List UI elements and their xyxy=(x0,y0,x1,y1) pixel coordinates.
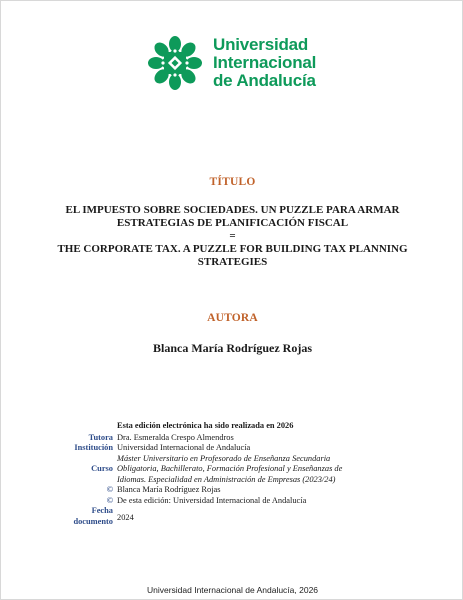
title-line: = xyxy=(229,230,236,242)
author-name: Blanca María Rodríguez Rojas xyxy=(153,341,312,355)
curso-line: Idiomas. Especialidad en Administración de Empresas (2023/24) xyxy=(117,474,336,484)
title-line: STRATEGIES xyxy=(197,256,268,268)
meta-value: Universidad Internacional de Andalucía xyxy=(117,443,251,452)
edition-note: Esta edición electrónica ha sido realizada en 2026 xyxy=(117,421,294,430)
page-footer: Universidad Internacional de Andalucía, 2026 xyxy=(146,585,319,595)
meta-value: Dra. Esmeralda Crespo Almendros xyxy=(117,432,234,442)
fecha-key-line: Fecha xyxy=(91,506,113,515)
logo-line-2: Internacional xyxy=(213,53,317,72)
meta-key: Institución xyxy=(74,443,113,452)
meta-key: Tutora xyxy=(88,432,113,442)
meta-key: © xyxy=(106,495,113,505)
meta-row-copyright-edition xyxy=(73,496,413,507)
meta-value: 2024 xyxy=(117,513,134,522)
fecha-key-line: documento xyxy=(73,516,113,526)
meta-row-copyright-author xyxy=(73,485,413,496)
meta-row-institucion xyxy=(73,443,413,454)
logo-line-1: Universidad xyxy=(213,35,309,54)
author-label: AUTORA xyxy=(207,312,258,324)
meta-row-tutora xyxy=(73,433,413,444)
title-label: TÍTULO xyxy=(209,176,256,188)
meta-key xyxy=(73,506,117,527)
university-emblem-icon xyxy=(147,35,203,91)
curso-line: Obligatoria, Bachillerato, Formación Profesional y Enseñanzas de xyxy=(117,464,343,473)
thesis-title xyxy=(21,204,444,269)
university-logo xyxy=(147,35,316,91)
logo-line-3: de Andalucía xyxy=(213,71,316,90)
title-line: THE CORPORATE TAX. A PUZZLE FOR BUILDING TAX PLANNING xyxy=(57,243,408,255)
title-line: EL IMPUESTO SOBRE SOCIEDADES. UN PUZZLE PARA ARMAR xyxy=(65,204,400,216)
meta-value: De esta edición: Universidad Internacional de Andalucía xyxy=(117,495,307,505)
document-metadata xyxy=(73,421,413,527)
title-line: ESTRATEGIAS DE PLANIFICACIÓN FISCAL xyxy=(116,217,349,229)
meta-key: © xyxy=(106,485,113,494)
curso-line: Máster Universitario en Profesorado de Enseñanza Secundaria xyxy=(117,453,331,463)
logo-wordmark xyxy=(213,36,316,90)
meta-key: Curso xyxy=(91,463,113,473)
meta-row-fecha xyxy=(73,506,413,527)
meta-value: Blanca María Rodríguez Rojas xyxy=(117,485,221,494)
meta-row-curso xyxy=(73,454,413,486)
meta-value xyxy=(117,454,413,486)
